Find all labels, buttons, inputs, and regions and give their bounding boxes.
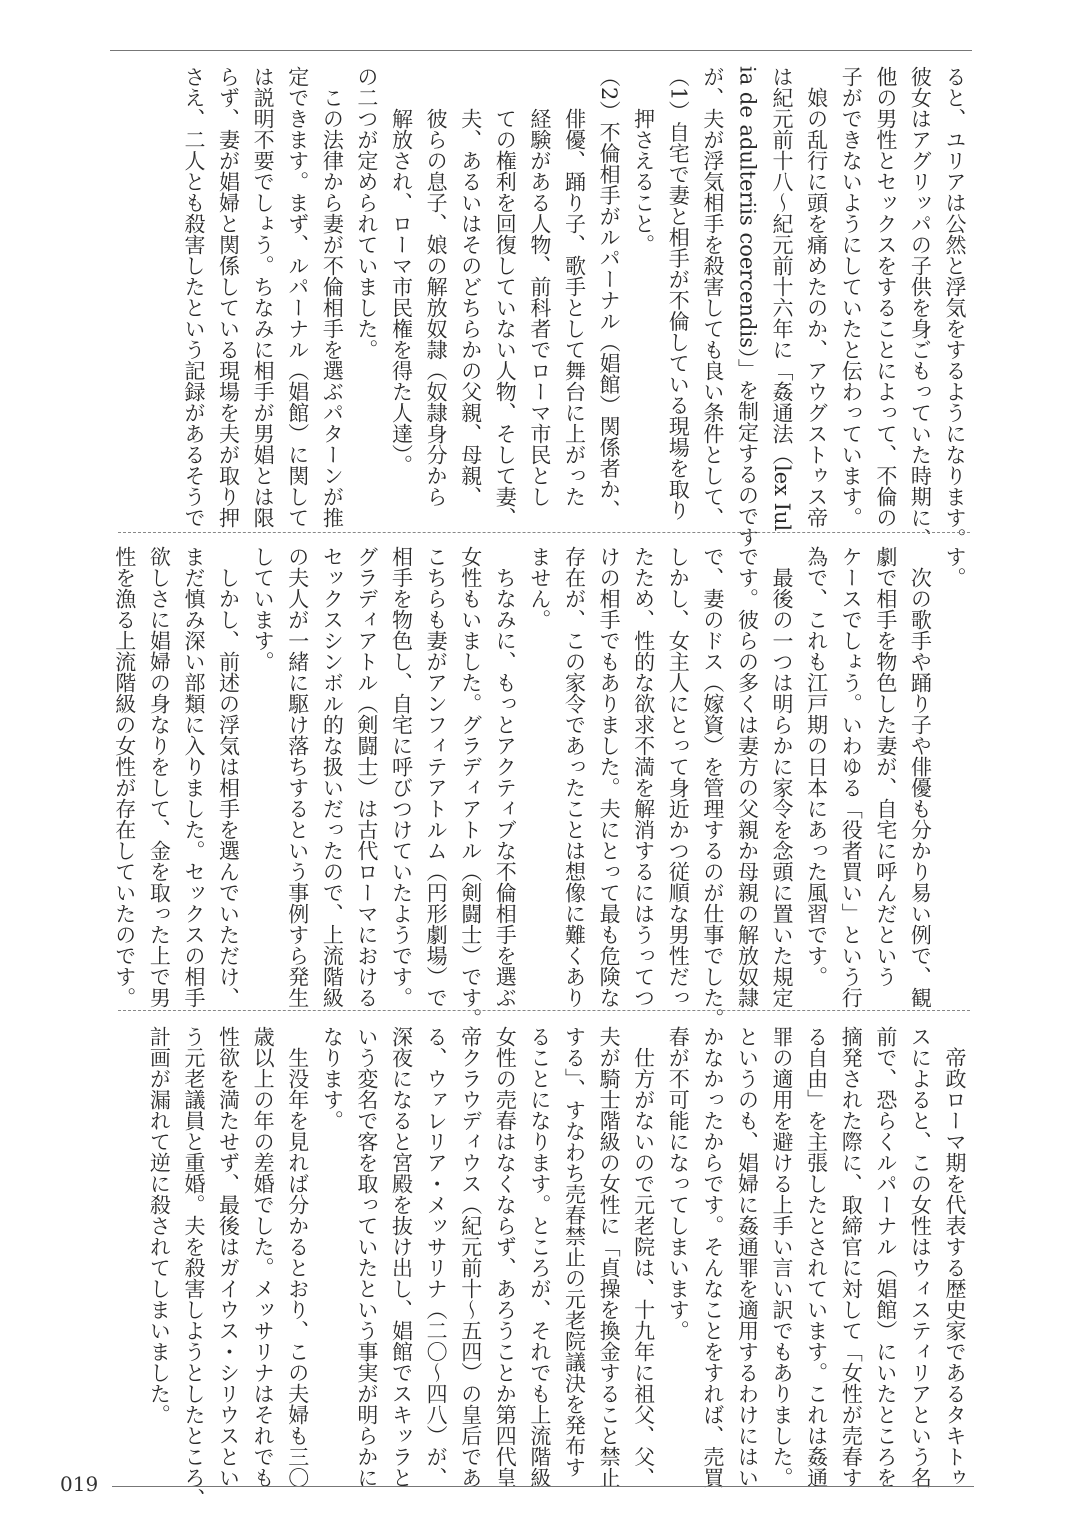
text-tier-2 (102, 546, 972, 1029)
text-column: 深夜になると宮殿を抜け出し、娼館でスキッラと (389, 1026, 414, 1488)
text-column: が、夫が浮気相手を殺害しても良い条件として、 (700, 66, 725, 528)
tier-divider-2 (118, 1010, 970, 1011)
text-column: 夫、あるいはそのどちらかの父親、母親、 (458, 66, 483, 507)
text-column: 次の歌手や踊り子や俳優も分かり易い例で、観 (908, 546, 933, 1008)
text-column: 俳優、踊り子、歌手として舞台に上がった (562, 66, 587, 507)
text-column: 劇で相手を物色した妻が、自宅に呼んだという (873, 546, 898, 987)
text-column: 押さえること。 (631, 66, 656, 255)
text-column: 前で、恐らくルパーナル（娼館）にいたところを (873, 1026, 898, 1488)
text-column: る、ウァレリア・メッサリナ（二〇～四八）が、 (424, 1026, 449, 1488)
text-column: かなかったからです。そんなことをすれば、売買 (700, 1026, 725, 1488)
text-column: 帝政ローマ期を代表する歴史家であるタキトゥ (943, 1026, 967, 1488)
text-column: する」、すなわち売春禁止の元老院議決を発布す (562, 1026, 587, 1478)
text-column: は紀元前十八～紀元前十六年に「姦通法（lex Iul (770, 66, 795, 532)
text-column: 帝クラウディウス（紀元前十～五四）の皇后であ (458, 1026, 483, 1488)
text-column: 計画が漏れて逆に殺されてしまいました。 (147, 1026, 172, 1425)
tier-divider-1 (118, 532, 970, 533)
text-column: 最後の一つは明らかに家令を念頭に置いた規定 (770, 546, 795, 1008)
text-column: 歳以上の年の差婚でした。メッサリナはそれでも (251, 1026, 276, 1488)
text-column: まだ慎み深い部類に入りました。セックスの相手 (181, 546, 206, 1008)
text-column: グラディアトル（剣闘士）は古代ローマにおける (354, 546, 379, 1008)
text-column: ia de adulteriis coercendis）」を制定するのです (735, 66, 760, 548)
text-column: ません。 (527, 546, 552, 630)
text-column: しかし、女主人にとって身近かつ従順な男性だっ (666, 546, 691, 1008)
text-column: けの相手でもありました。夫にとって最も危険な (597, 546, 622, 1008)
page-number: 019 (60, 1472, 99, 1496)
text-column: さえ、二人とも殺害したという記録があるそうで (181, 66, 206, 528)
text-column: 他の男性とセックスをすることによって、不倫の (873, 66, 898, 528)
text-column: は説明不要でしょう。ちなみに相手が男娼とは限 (251, 66, 276, 528)
text-column: （1）自宅で妻と相手が不倫している現場を取り (666, 66, 691, 521)
text-column: 子ができないようにしていたと伝わっています。 (839, 66, 864, 528)
text-column: 解放され、ローマ市民権を得た人達）。 (389, 66, 414, 476)
text-column: というのも、娼婦に姦通罪を適用するわけにはい (735, 1026, 760, 1488)
text-column: この法律から妻が不倫相手を選ぶパターンが推 (320, 66, 345, 528)
text-column: いう変名で客を取っていたという事実が明らかに (354, 1026, 379, 1488)
text-column: ケースでしょう。いわゆる「役者買い」という行 (839, 546, 864, 1008)
text-column: う元老議員と重婚。夫を殺害しようとしたところ、 (181, 1026, 206, 1509)
text-column: たため、性的な欲求不満を解消するにはうってつ (631, 546, 656, 1008)
text-column: ることになります。ところが、それでも上流階級 (527, 1026, 552, 1488)
text-column: （2）不倫相手がルパーナル（娼館）関係者か、 (597, 66, 622, 521)
text-column: 為で、これも江戸期の日本にあった風習です。 (804, 546, 829, 987)
text-column: 女性もいました。グラディアトル（剣闘士）です。 (458, 546, 483, 1029)
text-column: 性を漁る上流階級の女性が存在していたのです。 (112, 546, 137, 1008)
text-column: ると、ユリアは公然と浮気をするようになります。 (943, 66, 967, 549)
text-column: です。彼らの多くは妻方の父親か母親の解放奴隷 (735, 546, 760, 1008)
text-column: 仕方がないので元老院は、十九年に祖父、父、 (631, 1026, 656, 1488)
text-column: 存在が、この家令であったことは想像に難くあり (562, 546, 587, 1008)
text-tier-1 (102, 66, 972, 549)
text-column: こちらも妻がアンフィテアトルム（円形劇場）で (424, 546, 449, 1008)
text-column: 彼らの息子、娘の解放奴隷（奴隷身分から (424, 66, 449, 507)
text-column: 春が不可能になってしまいます。 (666, 1026, 691, 1341)
text-column: る自由」を主張したとされています。これは姦通 (804, 1026, 829, 1488)
text-column: 欲しさに娼婦の身なりをして、金を取った上で男 (147, 546, 172, 1008)
text-column: す。 (943, 546, 967, 588)
text-column: 定できます。まず、ルパーナル（娼館）に関して (285, 66, 310, 528)
text-column: しかし、前述の浮気は相手を選んでいただけ、 (216, 546, 241, 1008)
text-column: ての権利を回復していない人物、そして妻、 (493, 66, 518, 528)
text-column: らず、妻が娼婦と関係している現場を夫が取り押 (216, 66, 241, 528)
text-column: の夫人が一緒に駆け落ちするという事例すら発生 (285, 546, 310, 1008)
text-column: の二つが定められていました。 (354, 66, 379, 360)
text-column: 夫が騎士階級の女性に「貞操を換金すること禁止 (597, 1026, 622, 1488)
text-column: 娘の乱行に頭を痛めたのか、アウグストゥス帝 (804, 66, 829, 528)
text-column: しています。 (251, 546, 276, 672)
text-column: 生没年を見れば分かるとおり、この夫婦も三〇 (285, 1026, 310, 1488)
text-column: 摘発された際に、取締官に対して「女性が売春す (839, 1026, 864, 1488)
text-column: 性欲を満たせず、最後はガイウス・シリウスとい (216, 1026, 241, 1488)
text-column: 経験がある人物、前科者でローマ市民とし (527, 66, 552, 507)
text-column: ちなみに、もっとアクティブな不倫相手を選ぶ (493, 546, 518, 1008)
text-column: で、妻のドス（嫁資）を管理するのが仕事でした。 (700, 546, 725, 1029)
text-column: スによると、この女性はウィスティリアという名 (908, 1026, 933, 1488)
text-column: 女性の売春はなくならず、あろうことか第四代皇 (493, 1026, 518, 1488)
bottom-rule (112, 1486, 974, 1487)
text-column: セックスシンボル的な扱いだったので、上流階級 (320, 546, 345, 1008)
text-column: 罪の適用を避ける上手い言い訳でもありました。 (770, 1026, 795, 1488)
top-rule (110, 50, 972, 51)
text-tier-3 (102, 1026, 972, 1509)
text-column: 彼女はアグリッパの子供を身ごもっていた時期に、 (908, 66, 933, 549)
text-column: なります。 (320, 1026, 345, 1131)
text-column: 相手を物色し、自宅に呼びつけていたようです。 (389, 546, 414, 1008)
